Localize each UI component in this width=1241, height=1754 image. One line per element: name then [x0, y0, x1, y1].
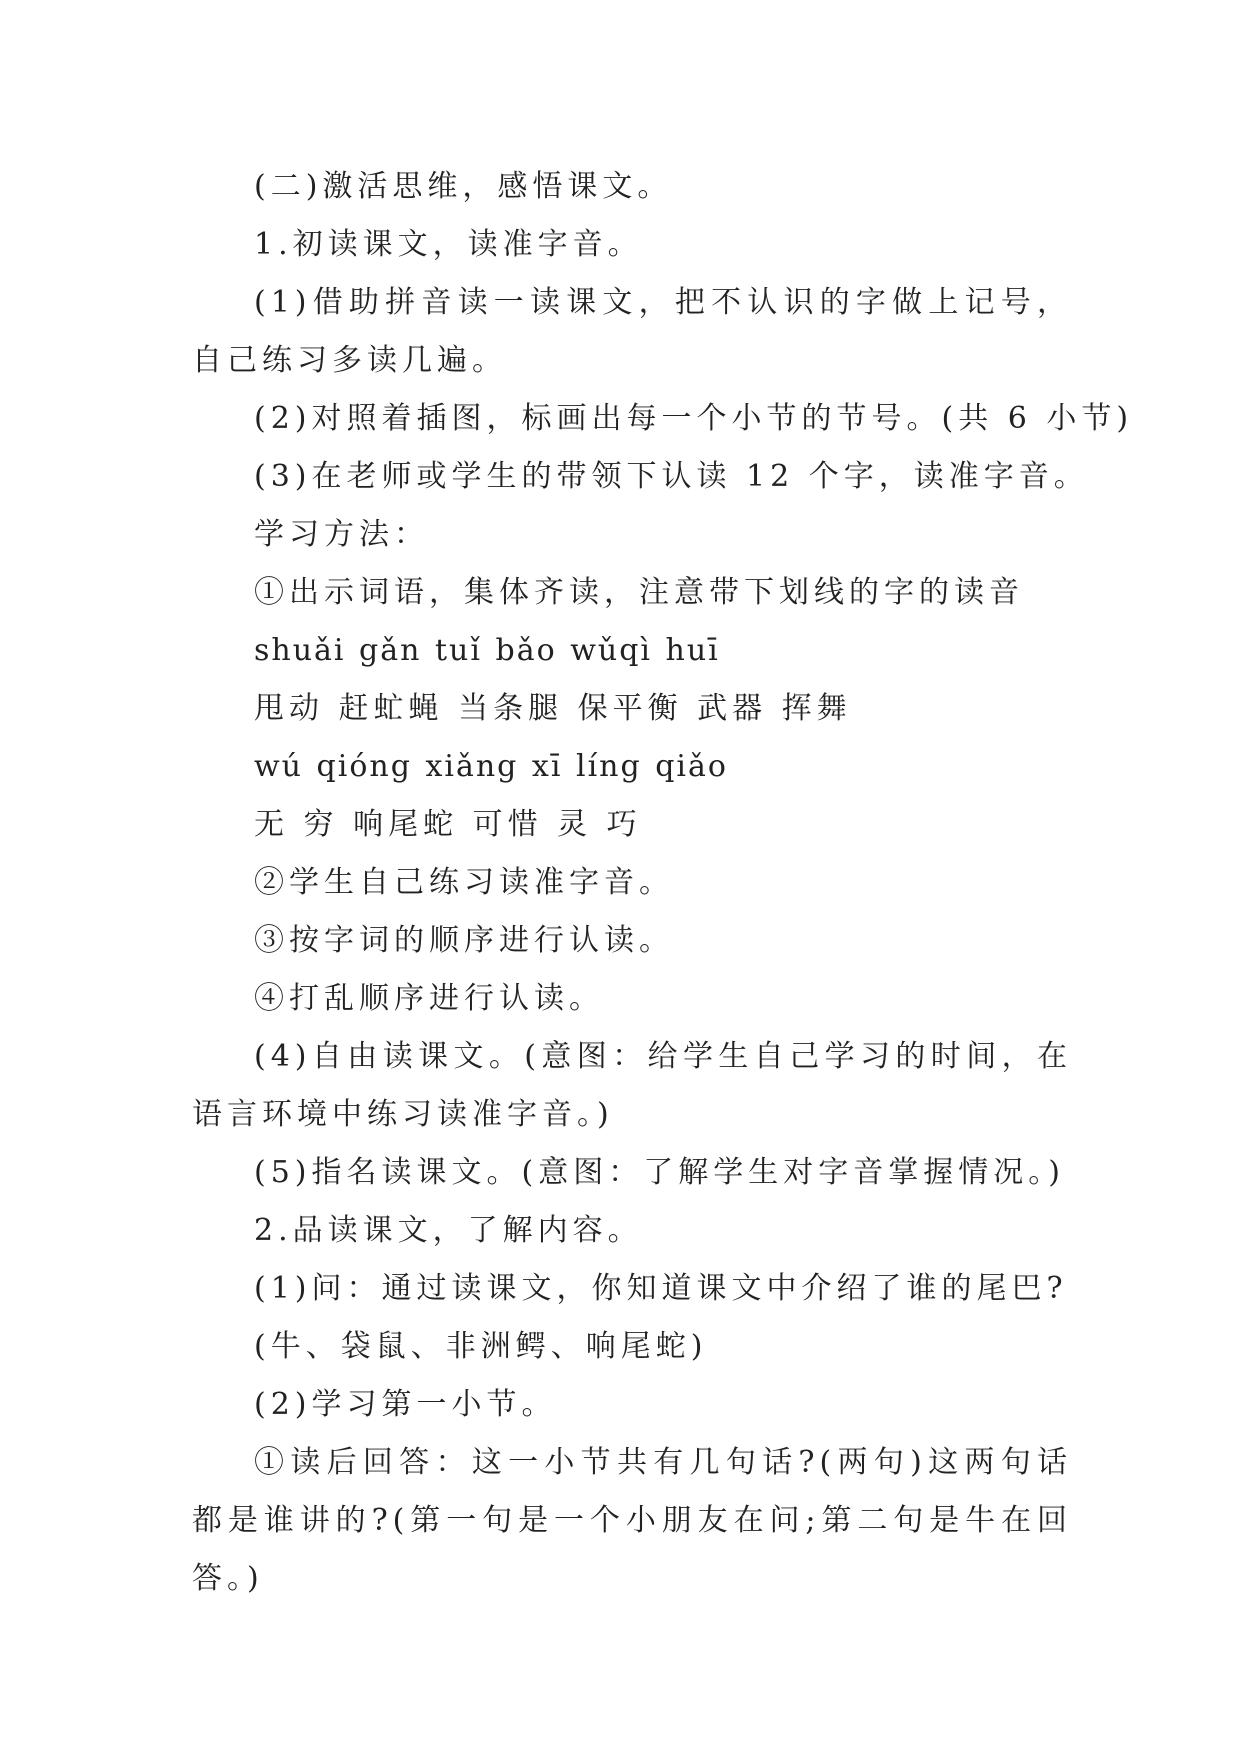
step-heading: 2.品读课文，了解内容。 — [254, 1213, 643, 1248]
vocabulary-line: 甩动 赶虻蝇 当条腿 保平衡 武器 挥舞 — [254, 691, 852, 726]
document-body — [192, 158, 1134, 1608]
list-item: ②学生自己练习读准字音。 — [254, 865, 674, 900]
list-item: ④打乱顺序进行认读。 — [254, 981, 604, 1016]
section-heading: (二)激活思维，感悟课文。 — [254, 169, 673, 204]
list-item: ③按字词的顺序进行认读。 — [254, 923, 674, 958]
paragraph: (4)自由读课文。(意图：给学生自己学习的时间，在语言环境中练习读准字音。) — [192, 1039, 1072, 1132]
paragraph: (5)指名读课文。(意图：了解学生对字音掌握情况。) — [254, 1155, 1065, 1190]
list-item: ①出示词语，集体齐读，注意带下划线的字的读音 — [254, 575, 1024, 610]
paragraph: ①读后回答：这一小节共有几句话?(两句)这两句话都是谁讲的?(第一句是一个小朋友在问;第二句是牛在回答。) — [192, 1445, 1072, 1596]
pinyin-line: shuǎi gǎn tuǐ bǎo wǔqì huī — [254, 633, 720, 668]
paragraph: (3)在老师或学生的带领下认读 12 个字，读准字音。 — [254, 459, 1089, 494]
paragraph: (2)对照着插图，标画出每一个小节的节号。(共 6 小节) — [254, 401, 1134, 436]
paragraph: (1)问：通过读课文，你知道课文中介绍了谁的尾巴? — [254, 1271, 1068, 1306]
vocabulary-line: 无 穷 响尾蛇 可惜 灵 巧 — [254, 807, 642, 842]
method-label: 学习方法： — [254, 517, 429, 552]
paragraph: (牛、袋鼠、非洲鳄、响尾蛇) — [254, 1329, 708, 1364]
paragraph: (1)借助拼音读一读课文，把不认识的字做上记号，自己练习多读几遍。 — [192, 285, 1072, 378]
paragraph: (2)学习第一小节。 — [254, 1387, 557, 1422]
step-heading: 1.初读课文，读准字音。 — [254, 227, 643, 262]
pinyin-line: wú qióng xiǎng xī líng qiǎo — [254, 749, 728, 784]
